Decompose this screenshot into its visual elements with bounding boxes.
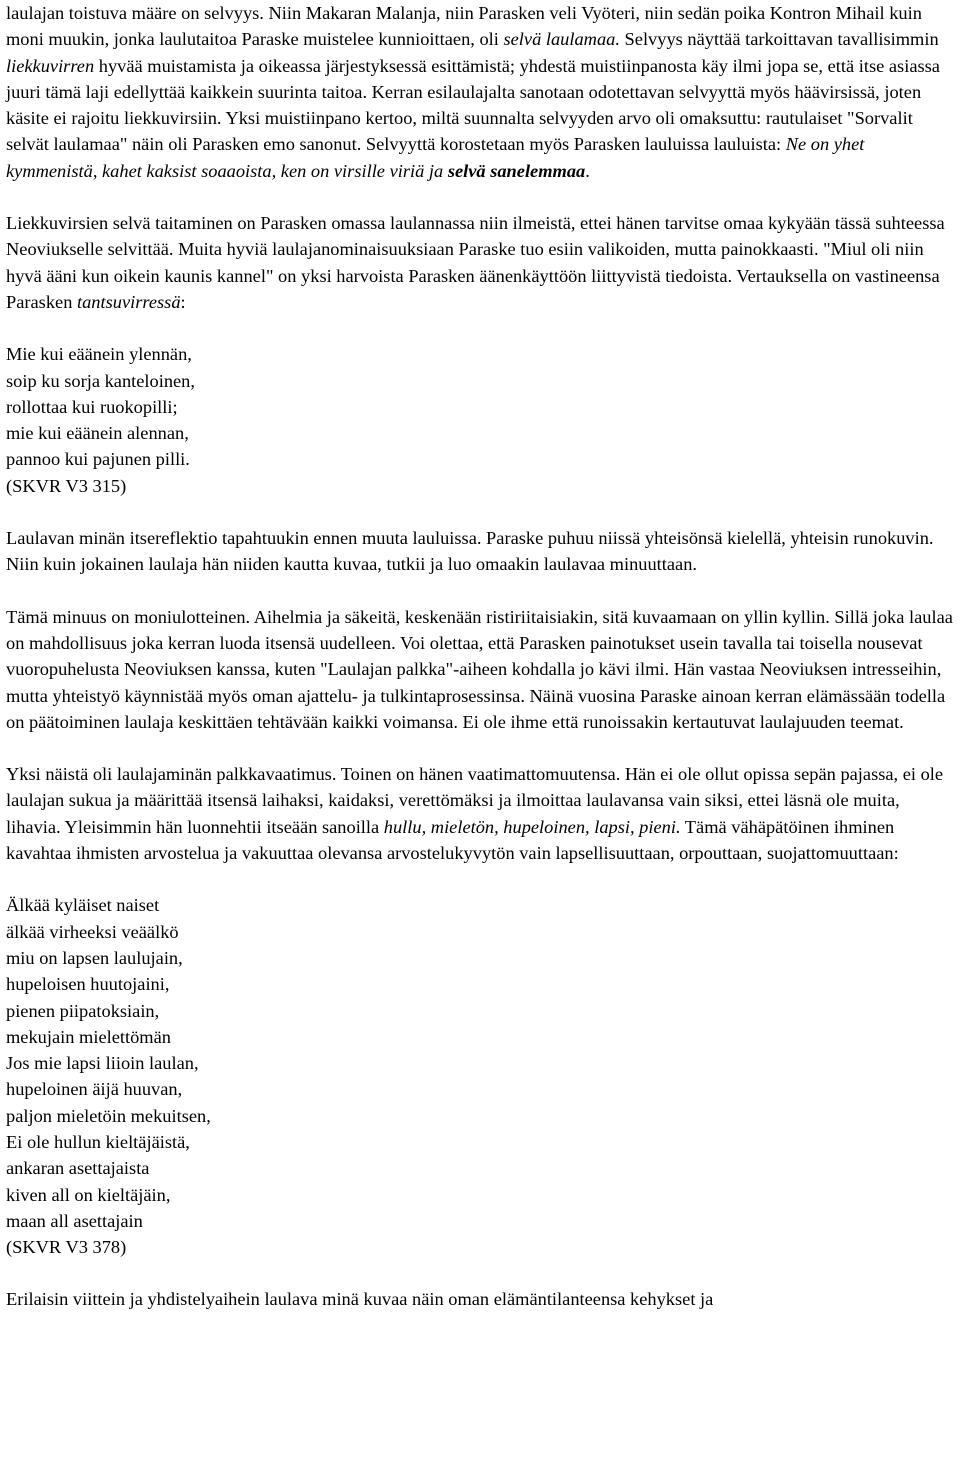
verse-line: Ei ole hullun kieltäjäistä,: [6, 1131, 190, 1152]
paragraph-gap: [6, 866, 954, 892]
verse-line: älkää virheeksi veäälkö: [6, 921, 179, 942]
verse-line: Jos mie lapsi liioin laulan,: [6, 1053, 199, 1074]
paragraph-3: Laulavan minän itsereflektio tapahtuukin ennen muuta lauluissa. Paraske puhuu niissä yhteisönsä kielellä, yhteisin runokuvin. Niin kuin jokainen laulaja hän niiden kautta kuvaa, tutkii ja luo omaakin laulavaa minuuttaan.: [6, 528, 934, 575]
italic-list: hullu, mieletön, hupeloinen, lapsi, pieni.: [383, 816, 681, 837]
verse-citation: (SKVR V3 315): [6, 475, 127, 496]
text-run: laulajan toistuva määre on selvyys. Niin Makaran Malanja, niin Parasken veli Vyöteri, niin sedän poika Kontron Mihail kuin moni muukin, jonka laulutaitoa Paraske muistelee kunnioittaen, oli: [6, 3, 922, 50]
italic-phrase: selvä laulamaa.: [503, 29, 620, 50]
verse-line: paljon mieletöin mekuitsen,: [6, 1105, 211, 1126]
paragraph-1: [6, 0, 954, 184]
text-run: Yksi näistä oli laulajaminän palkkavaatimus. Toinen on hänen vaatimattomuutensa. Hän ei ole ollut opissa sepän pajassa, ei ole laulajan sukua ja määrittää itsensä laihaksi, kaidaksi, verettömäksi ja ilmoittaa laulavansa vain siksi, ettei läsnä ole muita, lihavia. Yleisimmin hän luonnehtii itseään sanoilla: [6, 764, 944, 837]
verse-line: miu on lapsen laulujain,: [6, 947, 183, 968]
verse-line: pienen piipatoksiain,: [6, 1000, 160, 1021]
text-run: hyvää muistamista ja oikeassa järjestyksessä esittämistä; yhdestä muistiinpanosta käy ilmi jopa se, että itse asiassa juuri tämä laji edellyttää kaikkein suurinta taitoa. Kerran esilaulajalta sanotaan odotettavan selvyyttä myös häävirsissä, joten käsite ei rajoitu liekkuvirsiin. Yksi muistiinpano kertoo, miltä suunnalta selvyyden arvo oli omaksuttu: rautulaiset "Sorvalit selvät laulamaa" näin oli Parasken emo sanonut. Selvyyttä korostetaan myös Parasken lauluissa lauluista:: [6, 55, 940, 155]
verse-line: Mie kui eäänein ylennän,: [6, 344, 192, 365]
verse-line: rollottaa kui ruokopilli;: [6, 396, 178, 417]
paragraph-2: [6, 210, 954, 315]
verse-line: soip ku sorja kanteloinen,: [6, 370, 195, 391]
verse-block-1: [6, 341, 954, 499]
text-run: Liekkuvirsien selvä taitaminen on Parasken omassa laulannassa niin ilmeistä, ettei hänen tarvitse omaa kykyään tässä suhteessa Neoviukselle selvittää. Muita hyviä laulajanominaisuuksiaan Paraske tuo esiin valikoiden, mutta painokkaasti. "Miul oli niin hyvä ääni kun oikein kaunis kannel" on yksi harvoista Parasken äänenkäyttöön liittyvistä tiedoista. Vertauksella on vastineensa Parasken: [6, 213, 945, 312]
paragraph-gap: [6, 735, 954, 761]
paragraph-6: Erilaisin viittein ja yhdistelyaihein laulava minä kuvaa näin oman elämäntilanteensa kehykset ja: [6, 1289, 714, 1310]
verse-line: Älkää kyläiset naiset: [6, 895, 160, 916]
text-run: :: [180, 291, 186, 312]
paragraph-gap: [6, 184, 954, 210]
quote-text: Ne on yhet kymmenistä, kahet kaksist soaaoista, ken on virsille viriä ja: [6, 134, 865, 181]
paragraph-gap: [6, 578, 954, 604]
text-run: Selvyys näyttää tarkoittavan tavallisimmin: [619, 29, 939, 50]
paragraph-gap: [6, 1260, 954, 1286]
verse-line: ankaran asettajaista: [6, 1158, 150, 1179]
bold-phrase: selvä sanelemmaa: [447, 160, 586, 181]
paragraph-5: [6, 761, 954, 866]
text-run: .: [585, 160, 590, 181]
paragraph-gap: [6, 315, 954, 341]
italic-term: tantsuvirressä: [77, 291, 181, 312]
verse-line: kiven all on kieltäjäin,: [6, 1184, 171, 1205]
italic-term: liekkuvirren: [6, 55, 95, 76]
verse-line: maan all asettajain: [6, 1210, 143, 1231]
verse-line: hupeloisen huutojaini,: [6, 974, 170, 995]
verse-line: pannoo kui pajunen pilli.: [6, 449, 190, 470]
verse-line: hupeloinen äijä huuvan,: [6, 1079, 183, 1100]
verse-line: mekujain mielettömän: [6, 1026, 171, 1047]
text-run: Tämä vähäpätöinen ihminen kavahtaa ihmisten arvostelua ja vakuuttaa olevansa arvostelukyvytön vain lapsellisuuttaan, orpouttaan, suojattomuuttaan:: [6, 816, 899, 864]
paragraph-gap: [6, 499, 954, 525]
paragraph-4: Tämä minuus on moniulotteinen. Aihelmia ja säkeitä, keskenään ristiriitaisiakin, sitä kuvaamaan on yllin kyllin. Sillä joka laulaa on mahdollisuus joka kerran luoda itsensä uudelleen. Voi olettaa, että Parasken painotukset usein tavalla tai toisella nousevat vuoropuhelusta Neoviuksen kanssa, kuten "Laulajan palkka"-aiheen kohdalla jo kävi ilmi. Hän vastaa Neoviuksen intresseihin, mutta yhteistyö käynnistää myös oman ajattelu- ja tulkintaprosessinsa. Näinä vuosina Paraske ainoan kerran elämässään todella on päätoiminen laulaja keskittäen tehtävään kaikki voimansa. Ei ole ihme että runoissakin kertautuvat laulajuuden teemat.: [6, 606, 953, 732]
verse-citation: (SKVR V3 378): [6, 1237, 127, 1258]
verse-block-2: [6, 892, 954, 1260]
verse-line: mie kui eäänein alennan,: [6, 423, 189, 444]
